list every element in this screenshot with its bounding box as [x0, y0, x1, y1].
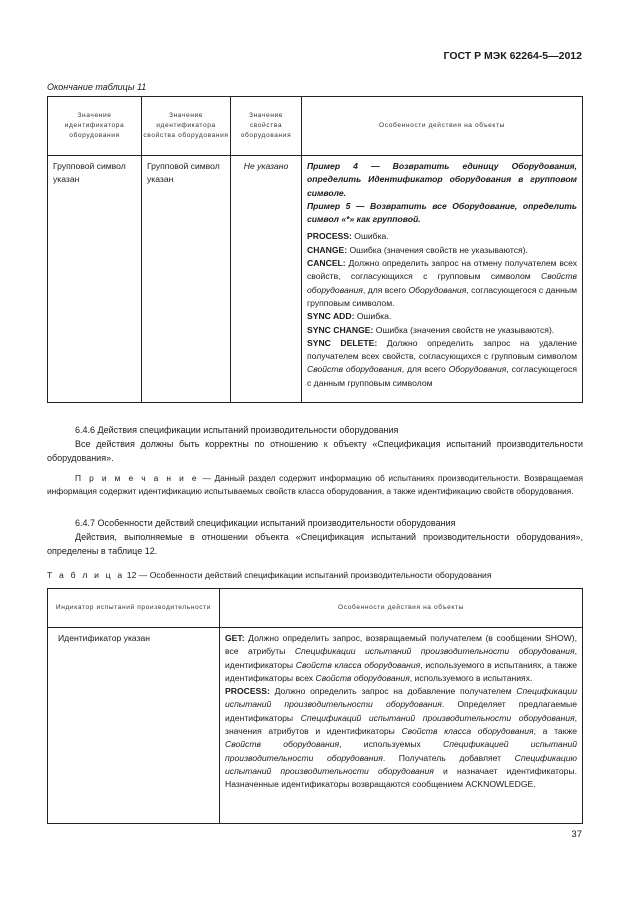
header-property-value: Значение свойства оборудования	[231, 97, 302, 156]
header-action-features: Особенности действия на объекты	[220, 589, 583, 628]
table-12	[47, 588, 583, 824]
header-equipment-id: Значение идентификатора оборудования	[48, 97, 142, 156]
table12-caption: Т а б л и ц а 12 — Особенности действий спецификации испытаний производительности оборудования	[47, 570, 492, 580]
section-646-body: Все действия должны быть корректны по отношению к объекту «Спецификация испытаний производительности оборудования».	[47, 439, 583, 463]
get-action: GET: Должно определить запрос, возвращаемый получателем (в сообщении SHOW), все атрибуты Спецификации испытаний производительности оборудования, идентификаторы Свойств класса оборудования, используемого в испытаниях, а также идентификаторы всех Свойств оборудования, используемого в испытаниях.	[225, 633, 578, 683]
table-11	[47, 96, 583, 403]
cell-equipment-id: Групповой символ указан	[48, 156, 142, 403]
cell-property-id: Групповой символ указан	[142, 156, 231, 403]
cell-action-features	[220, 628, 583, 824]
example-5: Пример 5 — Возвратить все Оборудование, определить символ «*» как групповой.	[307, 200, 577, 225]
example-4: Пример 4 — Возвратить единицу Оборудования, определить Идентификатор оборудования в групповом символе.	[307, 161, 577, 198]
cell-test-indicator: Идентификатор указан	[48, 628, 220, 824]
header-property-id: Значение идентификатора свойства оборудования	[142, 97, 231, 156]
change-action: CHANGE: Ошибка (значения свойств не указываются).	[307, 244, 528, 255]
header-test-indicator: Индикатор испытаний производительности	[48, 589, 220, 628]
header-action-features: Особенности действия на объекты	[302, 97, 583, 156]
syncadd-action: SYNC ADD: Ошибка.	[307, 311, 392, 322]
section-646-note: П р и м е ч а н и е — Данный раздел содержит информацию об испытаниях производительности. Возвращаемая информация содержит идентификацию испытываемых свойств класса оборудования, а также идентификацию свойств оборудования.	[47, 473, 583, 496]
syncchange-action: SYNC CHANGE: Ошибка (значения свойств не указываются).	[307, 324, 555, 335]
table11-caption: Окончание таблицы 11	[47, 82, 147, 92]
page-number: 37	[571, 829, 582, 840]
cell-property-value: Не указано	[231, 156, 302, 403]
process-action: PROCESS: Должно определить запрос на добавление получателем Спецификации испытаний производительности оборудования. Определяет предлагаемые идентификаторы Спецификаций испытаний производительности оборудования, значения атрибутов и идентификаторы Свойств класса оборудования, а также Свойств оборудования, используемых Спецификацией испытаний производительности оборудования. Получатель добавляет Спецификацию испытаний производительности оборудования и назначает идентификаторы. Назначенные идентификаторы возвращаются сообщением ACKNOWLEDGE.	[225, 686, 578, 790]
section-647-body: Действия, выполняемые в отношении объекта «Спецификация испытаний производительности оборудования», определены в таблице 12.	[47, 532, 583, 556]
document-header: ГОСТ Р МЭК 62264-5—2012	[443, 50, 582, 62]
table-row	[48, 628, 583, 824]
table-header-row	[48, 97, 583, 156]
cancel-action: CANCEL: Должно определить запрос на отмену получателем всех свойств, согласующихся с групповым символом Свойств оборудования, для всего Оборудования, согласующегося с данным групповым символом.	[307, 258, 577, 308]
cell-action-features	[302, 156, 583, 403]
process-action: PROCESS: Ошибка.	[307, 231, 389, 242]
table-row	[48, 156, 583, 403]
section-647-heading: 6.4.7 Особенности действий спецификации испытаний производительности оборудования	[75, 518, 456, 528]
table-header-row	[48, 589, 583, 628]
section-646-heading: 6.4.6 Действия спецификации испытаний производительности оборудования	[75, 425, 399, 435]
syncdelete-action: SYNC DELETE: Должно определить запрос на удаление получателем всех свойств, согласующихся с групповым символом Свойств оборудования, для всего Оборудования, согласующегося с данным групповым символом	[307, 337, 578, 388]
